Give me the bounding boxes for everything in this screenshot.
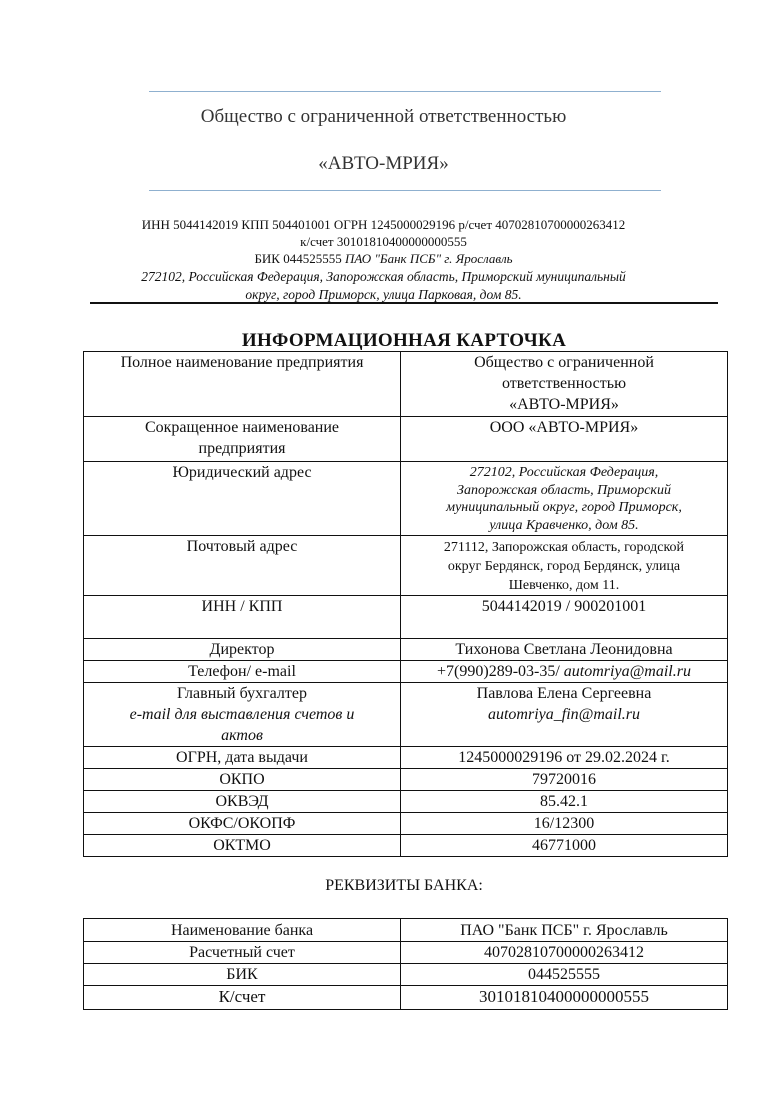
requisites-line-2: к/счет 30101810400000000555 [300, 234, 467, 249]
table-cell: 044525555 [401, 964, 728, 986]
table-cell: ОКПО [84, 769, 401, 791]
table-cell: ИНН / КПП [84, 596, 401, 639]
table-row [84, 986, 728, 1010]
table-cell: Главный бухгалтер e-mail для выставления счетов и актов [84, 683, 401, 747]
table-row [84, 536, 728, 596]
table-row [84, 964, 728, 986]
requisites-line-1: ИНН 5044142019 КПП 504401001 ОГРН 1245000029196 р/счет 40702810700000263412 [141, 217, 626, 232]
table-cell: 85.42.1 [401, 791, 728, 813]
header-top-rule [149, 91, 661, 92]
table-row [84, 813, 728, 835]
table-row [84, 835, 728, 857]
bank-table [83, 918, 728, 1010]
table-row [84, 462, 728, 536]
table-cell: 1245000029196 от 29.02.2024 г. [401, 747, 728, 769]
table-row [84, 417, 728, 462]
table-cell: ПАО "Банк ПСБ" г. Ярославль [401, 919, 728, 942]
header-bottom-rule [149, 190, 661, 191]
table-cell: Тихонова Светлана Леонидовна [401, 639, 728, 661]
table-cell: Общество с ограниченной ответственностью «АВТО-МРИЯ» [401, 352, 728, 417]
table-row [84, 683, 728, 747]
table-cell: 16/12300 [401, 813, 728, 835]
table-cell: БИК [84, 964, 401, 986]
address-line-2: округ, город Приморск, улица Парковая, дом 85. [245, 287, 522, 302]
table-cell: Телефон/ e-mail [84, 661, 401, 683]
table-cell: ООО «АВТО-МРИЯ» [401, 417, 728, 462]
email-link[interactable]: automriya@mail.ru [563, 663, 691, 680]
bank-section-title: РЕКВИЗИТЫ БАНКА: [325, 877, 483, 894]
table-row [84, 596, 728, 639]
accountant-email-link[interactable]: automriya_fin@mail.ru [487, 706, 641, 723]
table-cell: 30101810400000000555 [401, 986, 728, 1010]
table-cell: 40702810700000263412 [401, 942, 728, 964]
table-cell: Павлова Елена Сергеевна automriya_fin@mail.ru [401, 683, 728, 747]
org-name: «АВТО-МРИЯ» [318, 153, 449, 174]
table-cell: 5044142019 / 900201001 [401, 596, 728, 639]
table-cell: Расчетный счет [84, 942, 401, 964]
table-cell: К/счет [84, 986, 401, 1010]
table-cell: +7(990)289-03-35/ automriya@mail.ru [401, 661, 728, 683]
table-cell: ОГРН, дата выдачи [84, 747, 401, 769]
table-cell: 272102, Российская Федерация, Запорожская область, Приморский муниципальный округ, город Приморск, улица Кравченко, дом 85. [401, 462, 728, 536]
header-divider [90, 302, 718, 304]
table-cell: 271112, Запорожская область, городской округ Бердянск, город Бердянск, улица Шевченко, дом 11. [401, 536, 728, 596]
info-table [83, 351, 728, 857]
table-row [84, 661, 728, 683]
table-cell: Полное наименование предприятия [84, 352, 401, 417]
table-row [84, 747, 728, 769]
page-title: ИНФОРМАЦИОННАЯ КАРТОЧКА [241, 330, 567, 351]
table-row [84, 639, 728, 661]
table-row [84, 769, 728, 791]
requisites-line-3 [0, 251, 767, 268]
table-cell: ОКФС/ОКОПФ [84, 813, 401, 835]
table-cell: 46771000 [401, 835, 728, 857]
table-cell: Юридический адрес [84, 462, 401, 536]
table-cell: ОКВЭД [84, 791, 401, 813]
table-cell: 79720016 [401, 769, 728, 791]
org-type: Общество с ограниченной ответственностью [200, 106, 567, 127]
table-row [84, 942, 728, 964]
table-cell: Директор [84, 639, 401, 661]
bik-text: БИК 044525555 [254, 251, 345, 266]
table-row [84, 352, 728, 417]
table-cell: Наименование банка [84, 919, 401, 942]
table-cell: Почтовый адрес [84, 536, 401, 596]
table-row [84, 919, 728, 942]
table-cell: Сокращенное наименование предприятия [84, 417, 401, 462]
table-cell: ОКТМО [84, 835, 401, 857]
address-line-1: 272102, Российская Федерация, Запорожская область, Приморский муниципальный [141, 269, 626, 284]
bank-name-text: ПАО "Банк ПСБ" г. Ярославль [344, 251, 513, 266]
table-row [84, 791, 728, 813]
